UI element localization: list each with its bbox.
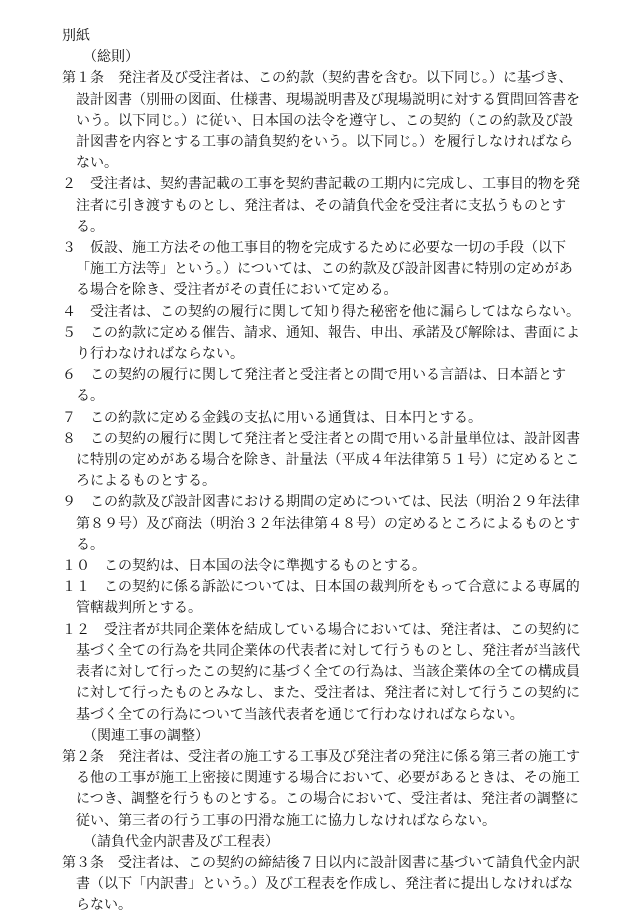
section-heading-related-works: （関連工事の調整）	[83, 727, 209, 744]
paragraph-line: 基づく全ての行為について当該代表者を通じて行わなければならない。	[76, 706, 524, 723]
article-2-line: る他の工事が施工上密接に関連する場合において、必要があるときは、その施工	[76, 770, 580, 787]
paragraph-line: １２ 受注者が共同企業体を結成している場合においては、発注者は、この契約に	[62, 621, 580, 638]
article-2-line: につき、調整を行うものとする。この場合において、受注者は、発注者の調整に	[76, 791, 579, 808]
paragraph-line: る場合を除き、受注者がその責任において定める。	[76, 282, 398, 299]
paragraph-line: ４ 受注者は、この契約の履行に関して知り得た秘密を他に漏らしてはならない。	[62, 303, 580, 320]
paragraph-line: ろによるものとする。	[76, 473, 216, 490]
article-1-line: 計図書を内容とする工事の請負契約をいう。以下同じ。）を履行しなければなら	[76, 134, 573, 151]
article-1-line: 設計図書（別冊の図面、仕様書、現場説明書及び現場説明に対する質問回答書を	[76, 91, 580, 108]
paragraph-line: 「施工方法等」という。）については、この約款及び設計図書に特別の定めがあ	[76, 261, 573, 278]
paragraph-4	[62, 302, 592, 323]
article-2-line: 第２条 発注者は、受注者の施工する工事及び発注者の発注に係る第三者の施工す	[62, 748, 580, 765]
paragraph-line: に特別の定めがある場合を除き、計量法（平成４年法律第５１号）に定めるとこ	[76, 452, 580, 469]
paragraph-line: ６ この契約の履行に関して発注者と受注者との間で用いる言語は、日本語とす	[62, 367, 566, 384]
document-page	[62, 26, 592, 917]
paragraph-line: １１ この契約に係る訴訟については、日本国の裁判所をもって合意による専属的	[62, 579, 580, 596]
paragraph-line: 注者に引き渡すものとし、発注者は、その請負代金を受注者に支払うものとす	[76, 197, 566, 214]
paragraph-line: ３ 仮設、施工方法その他工事目的物を完成するために必要な一切の手段（以下	[62, 240, 566, 257]
attachment-label: 別紙	[62, 28, 90, 44]
paragraph-line: る。	[76, 536, 104, 553]
paragraph-line: ７ この約款に定める金銭の支払に用いる通貨は、日本円とする。	[62, 409, 482, 426]
article-3-line: 第３条 受注者は、この契約の締結後７日以内に設計図書に基づいて請負代金内訳	[62, 854, 580, 871]
paragraph-10	[62, 556, 592, 577]
section-heading-general: （総則）	[83, 49, 139, 66]
paragraph-3	[62, 238, 592, 302]
article-1-line: いう。以下同じ。）に従い、日本国の法令を遵守し、この契約（この約款及び設	[76, 112, 573, 129]
paragraph-5	[62, 323, 592, 365]
paragraph-line: 第８９号）及び商法（明治３２年法律第４８号）の定めるところによるものとす	[76, 515, 580, 532]
paragraph-line: １０ この契約は、日本国の法令に準拠するものとする。	[62, 558, 426, 575]
paragraph-12	[62, 620, 592, 726]
article-2	[62, 747, 592, 832]
paragraph-7	[62, 408, 592, 429]
paragraph-6	[62, 365, 592, 407]
paragraph-line: り行わなければならない。	[76, 346, 244, 363]
paragraph-line: に対して行ったものとみなし、また、受注者は、発注者に対して行うこの契約に	[76, 685, 580, 702]
paragraph-line: 表者に対して行ったこの契約に基づく全ての行為は、当該企業体の全ての構成員	[76, 664, 580, 681]
paragraph-line: ２ 受注者は、契約書記載の工事を契約書記載の工期内に完成し、工事目的物を発	[62, 176, 580, 193]
article-1-line: 第１条 発注者及び受注者は、この約款（契約書を含む。以下同じ。）に基づき、	[62, 70, 573, 87]
paragraph-line: 管轄裁判所とする。	[76, 600, 202, 617]
article-1-line: ない。	[76, 155, 118, 172]
paragraph-line: る。	[76, 218, 104, 235]
paragraph-line: ８ この契約の履行に関して発注者と受注者との間で用いる計量単位は、設計図書	[62, 430, 580, 447]
paragraph-line: る。	[76, 388, 104, 405]
paragraph-line: 基づく全ての行為を共同企業体の代表者に対して行うものとし、発注者が当該代	[76, 642, 580, 659]
paragraph-11	[62, 577, 592, 619]
article-2-line: 従い、第三者の行う工事の円滑な施工に協力しなければならない。	[76, 812, 496, 829]
paragraph-line: ５ この約款に定める催告、請求、通知、報告、申出、承諾及び解除は、書面によ	[62, 324, 580, 341]
article-1	[62, 68, 592, 174]
paragraph-line: ９ この約款及び設計図書における期間の定めについては、民法（明治２９年法律	[62, 494, 580, 511]
paragraph-9	[62, 492, 592, 556]
article-3-line: らない。	[76, 897, 132, 914]
paragraph-8	[62, 429, 592, 493]
section-heading-breakdown-schedule: （請負代金内訳書及び工程表）	[83, 833, 279, 850]
paragraph-2	[62, 174, 592, 238]
article-3-line: 書（以下「内訳書」という。）及び工程表を作成し、発注者に提出しなければな	[76, 876, 573, 893]
article-3	[62, 853, 592, 917]
